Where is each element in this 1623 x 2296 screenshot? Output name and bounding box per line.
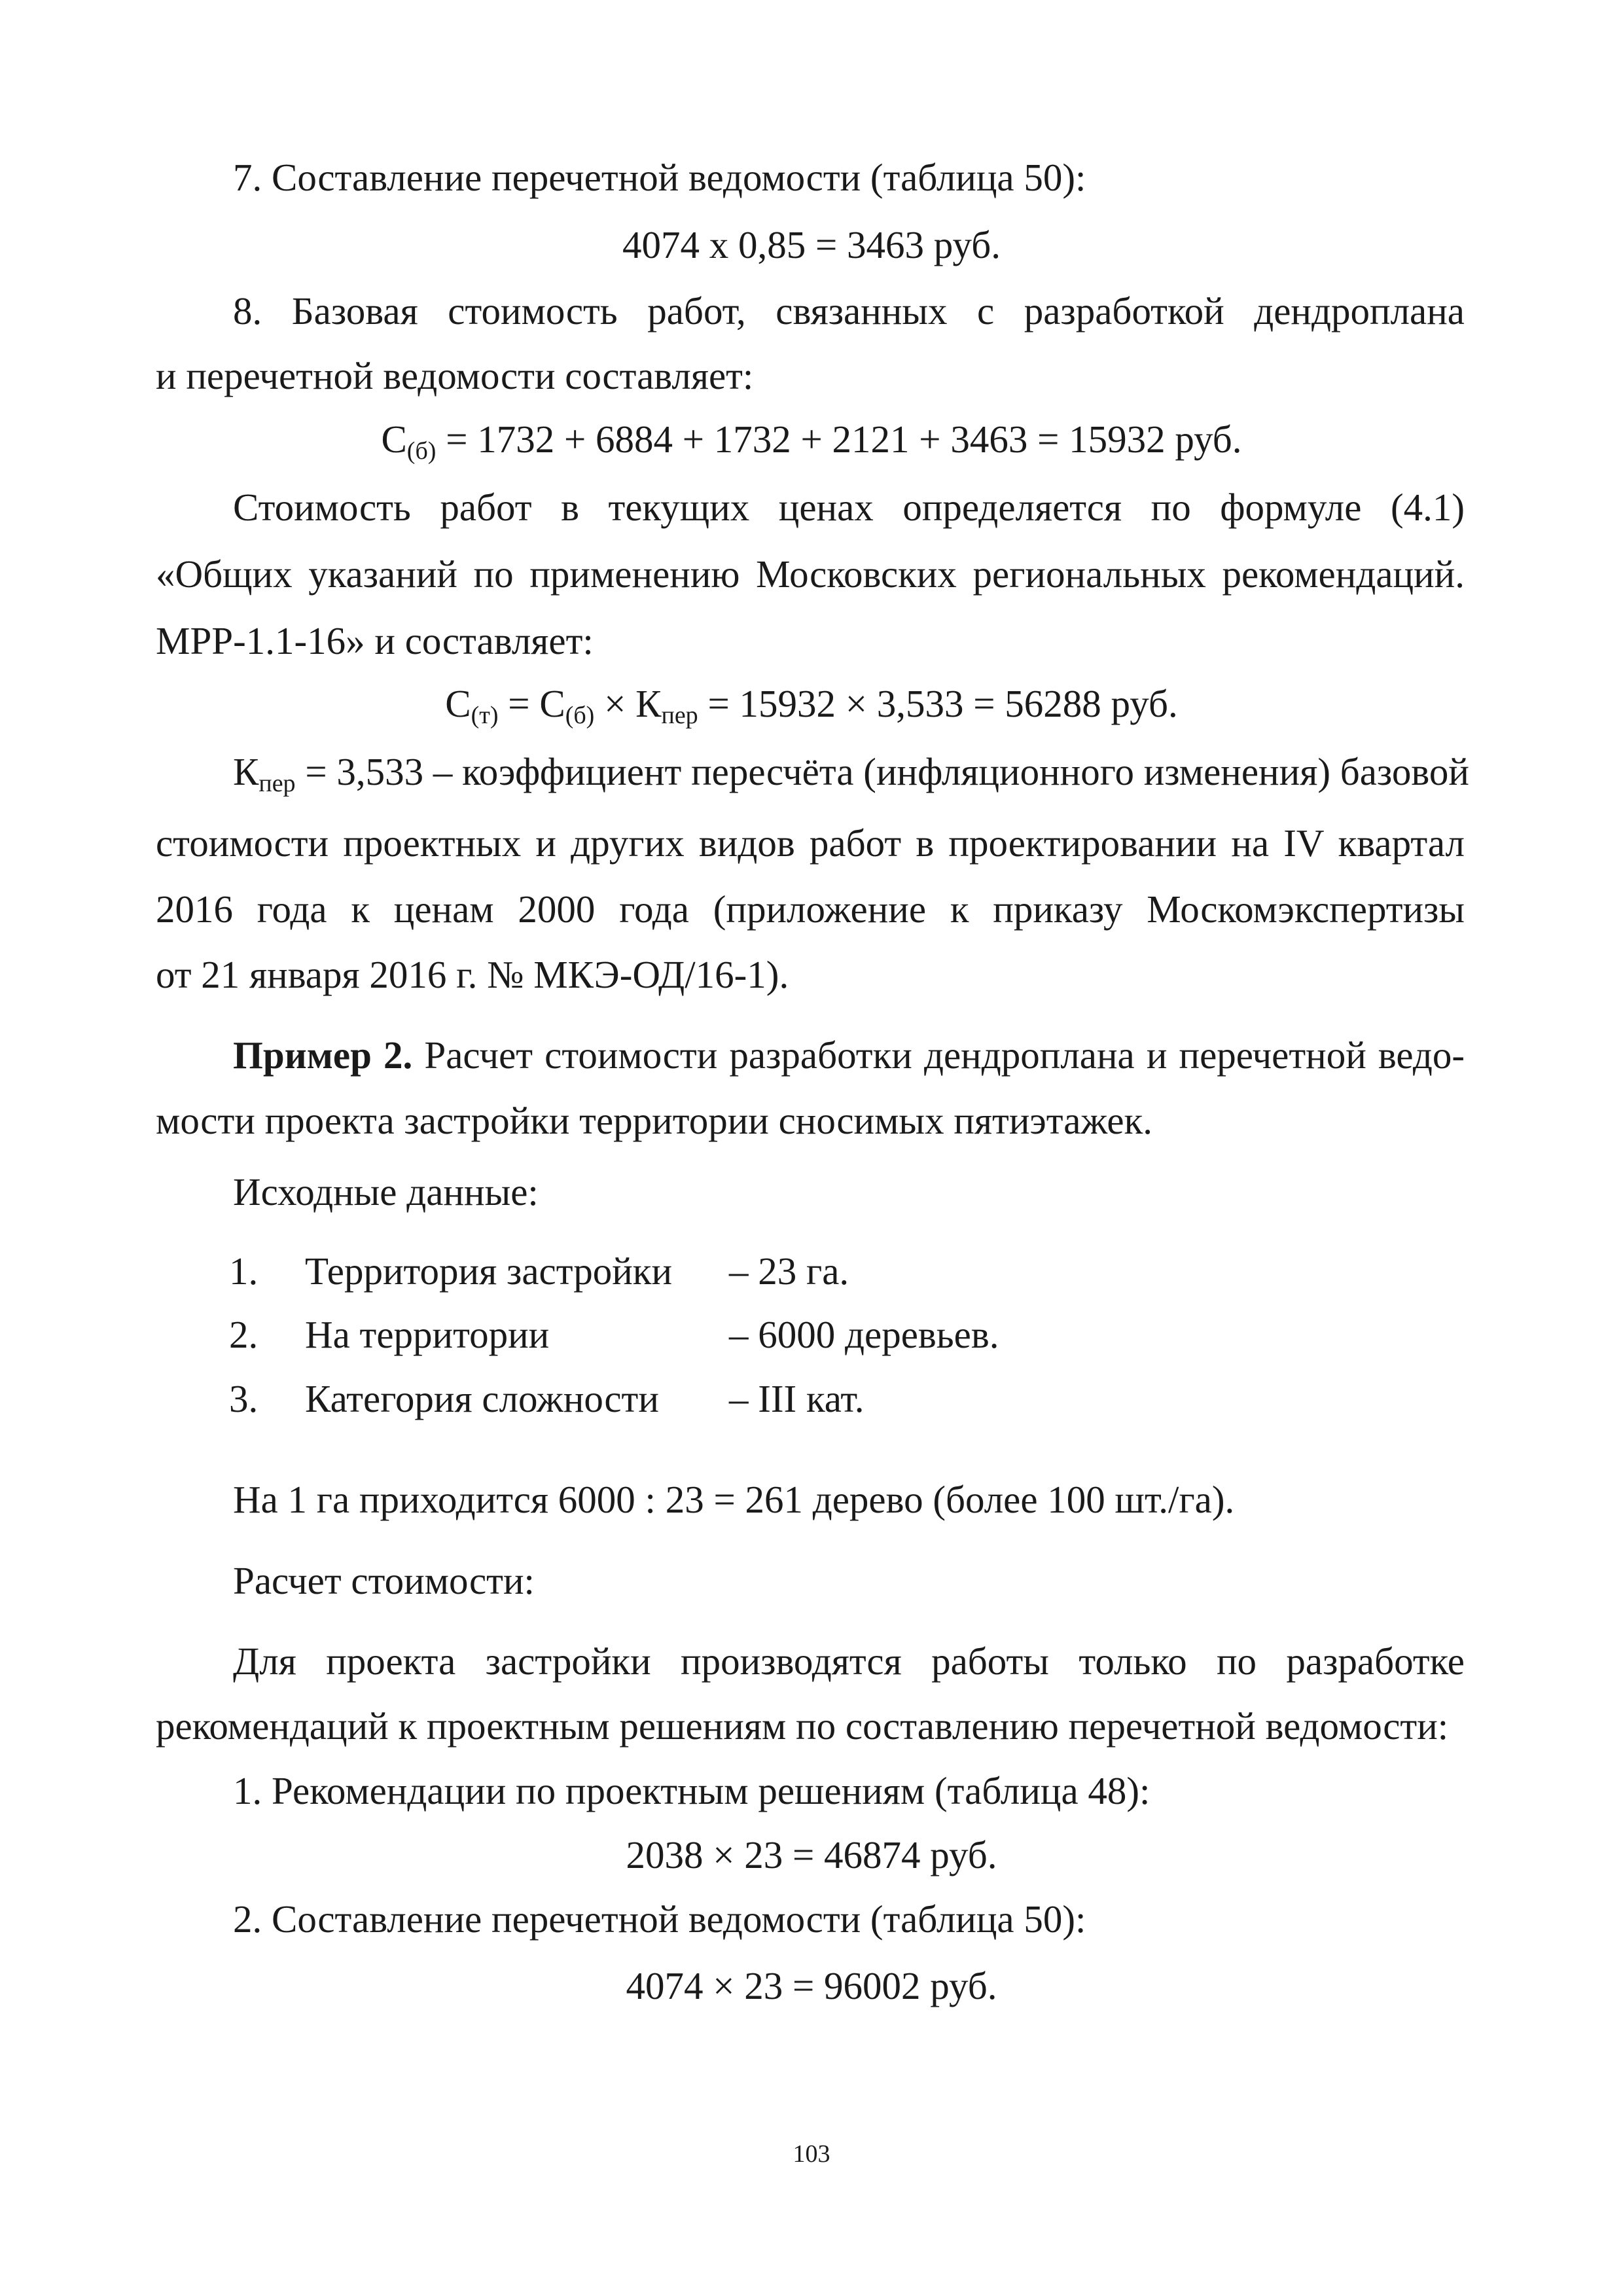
example-2-label: Пример 2.	[233, 1033, 413, 1077]
item-8-line-1: 8. Базовая стоимость работ, связанных с разработкой дендроплана	[233, 289, 1465, 332]
calculation-heading: Расчет стоимости:	[233, 1559, 535, 1602]
example-2-line-1: Пример 2. Расчет стоимости разработки дендроплана и перечетной ведо-	[233, 1033, 1465, 1077]
example-2-line-2: мости проекта застройки территории сносимых пятиэтажек.	[156, 1099, 1152, 1142]
formula-step-2: 4074 × 23 = 96002 руб.	[626, 1964, 997, 2007]
kper-definition-line-4: от 21 января 2016 г. № МКЭ-ОД/16-1).	[156, 953, 789, 996]
formula-item-7: 4074 х 0,85 = 3463 руб.	[622, 223, 1001, 266]
item-8-line-2: и перечетной ведомости составляет:	[156, 354, 754, 397]
item-7: 7. Составление перечетной ведомости (таблица 50):	[233, 156, 1086, 199]
document-page: 7. Составление перечетной ведомости (таблица 50): 4074 х 0,85 = 3463 руб. 8. Базовая стоимость работ, связанных с разработкой дендроплана и перечетной ведомости составляет: $С_{(б)} = 1732 + 6884 + 1732 + 2121 + 3463 = 15932$ руб. Стоимость работ в текущих ценах определяется по формуле (4.1) «Общих указаний по применению Московских региональных рекомендаций. МРР-1.1-16» и составляет: $С_{(т)} = С_{(б)} \times К_{пер} = 15932 \times 3,533 = 56288$ руб. $К_{пер} = 3,533$ – коэффициент пересчёта (инфляционного изменения) базовой стоимости проектных и других видов работ в проектировании на IV квартал 2016 года к ценам 2000 года (приложение к приказу Москомэкспертизы от 21 января 2016 г. № МКЭ-ОД/16-1). Пример 2. Расчет стоимости разработки дендроплана и перечетной ведо- мости проекта застройки территории сносимых пятиэтажек. Исходные данные: 1. Территория застройки – 23 га. 2. На территории – 6000 деревьев. 3. Категория сложности – III кат. На 1 га приходится 6000 : 23 = 261 дерево (более 100 шт./га). Расчет стоимости: Для проекта застройки производятся работы только по разработке рекомендаций к проектным решениям по составлению перечетной ведомости: 1. Рекомендации по проектным решениям (таблица 48): 2038 × 23 = 46874 руб. 2. Составление перечетной ведомости (таблица 50): 4074 × 23 = 96002 руб. 103	[0, 0, 1623, 2296]
formula-step-1: 2038 × 23 = 46874 руб.	[626, 1833, 997, 1876]
paragraph-current-prices-line-3: МРР-1.1-16» и составляет:	[156, 619, 594, 662]
step-2: 2. Составление перечетной ведомости (таблица 50):	[233, 1897, 1086, 1941]
paragraph-works-line-1: Для проекта застройки производятся работы только по разработке	[233, 1640, 1465, 1683]
initial-data-heading: Исходные данные:	[233, 1170, 539, 1213]
formula-base-cost: $С_{(б)} = 1732 + 6884 + 1732 + 2121 + 3463 = 15932$ руб.	[381, 418, 1242, 465]
paragraph-works-line-2: рекомендаций к проектным решениям по составлению перечетной ведомости:	[156, 1704, 1449, 1748]
paragraph-current-prices-line-1: Стоимость работ в текущих ценах определяется по формуле (4.1)	[233, 486, 1465, 529]
paragraph-current-prices-line-2: «Общих указаний по применению Московских региональных рекомендаций.	[156, 552, 1465, 596]
step-1: 1. Рекомендации по проектным решениям (таблица 48):	[233, 1769, 1150, 1812]
kper-definition-line-1: $К_{пер} = 3,533$ – коэффициент пересчёта (инфляционного изменения) базовой	[233, 750, 1469, 797]
kper-definition-line-2: стоимости проектных и других видов работ в проектировании на IV квартал	[156, 821, 1465, 865]
page-number: 103	[793, 2140, 830, 2168]
trees-per-hectare: На 1 га приходится 6000 : 23 = 261 дерево (более 100 шт./га).	[233, 1478, 1235, 1521]
kper-definition-line-3: 2016 года к ценам 2000 года (приложение к приказу Москомэкспертизы	[156, 888, 1465, 931]
formula-current-cost: $С_{(т)} = С_{(б)} \times К_{пер} = 15932 \times 3,533 = 56288$ руб.	[445, 682, 1178, 729]
